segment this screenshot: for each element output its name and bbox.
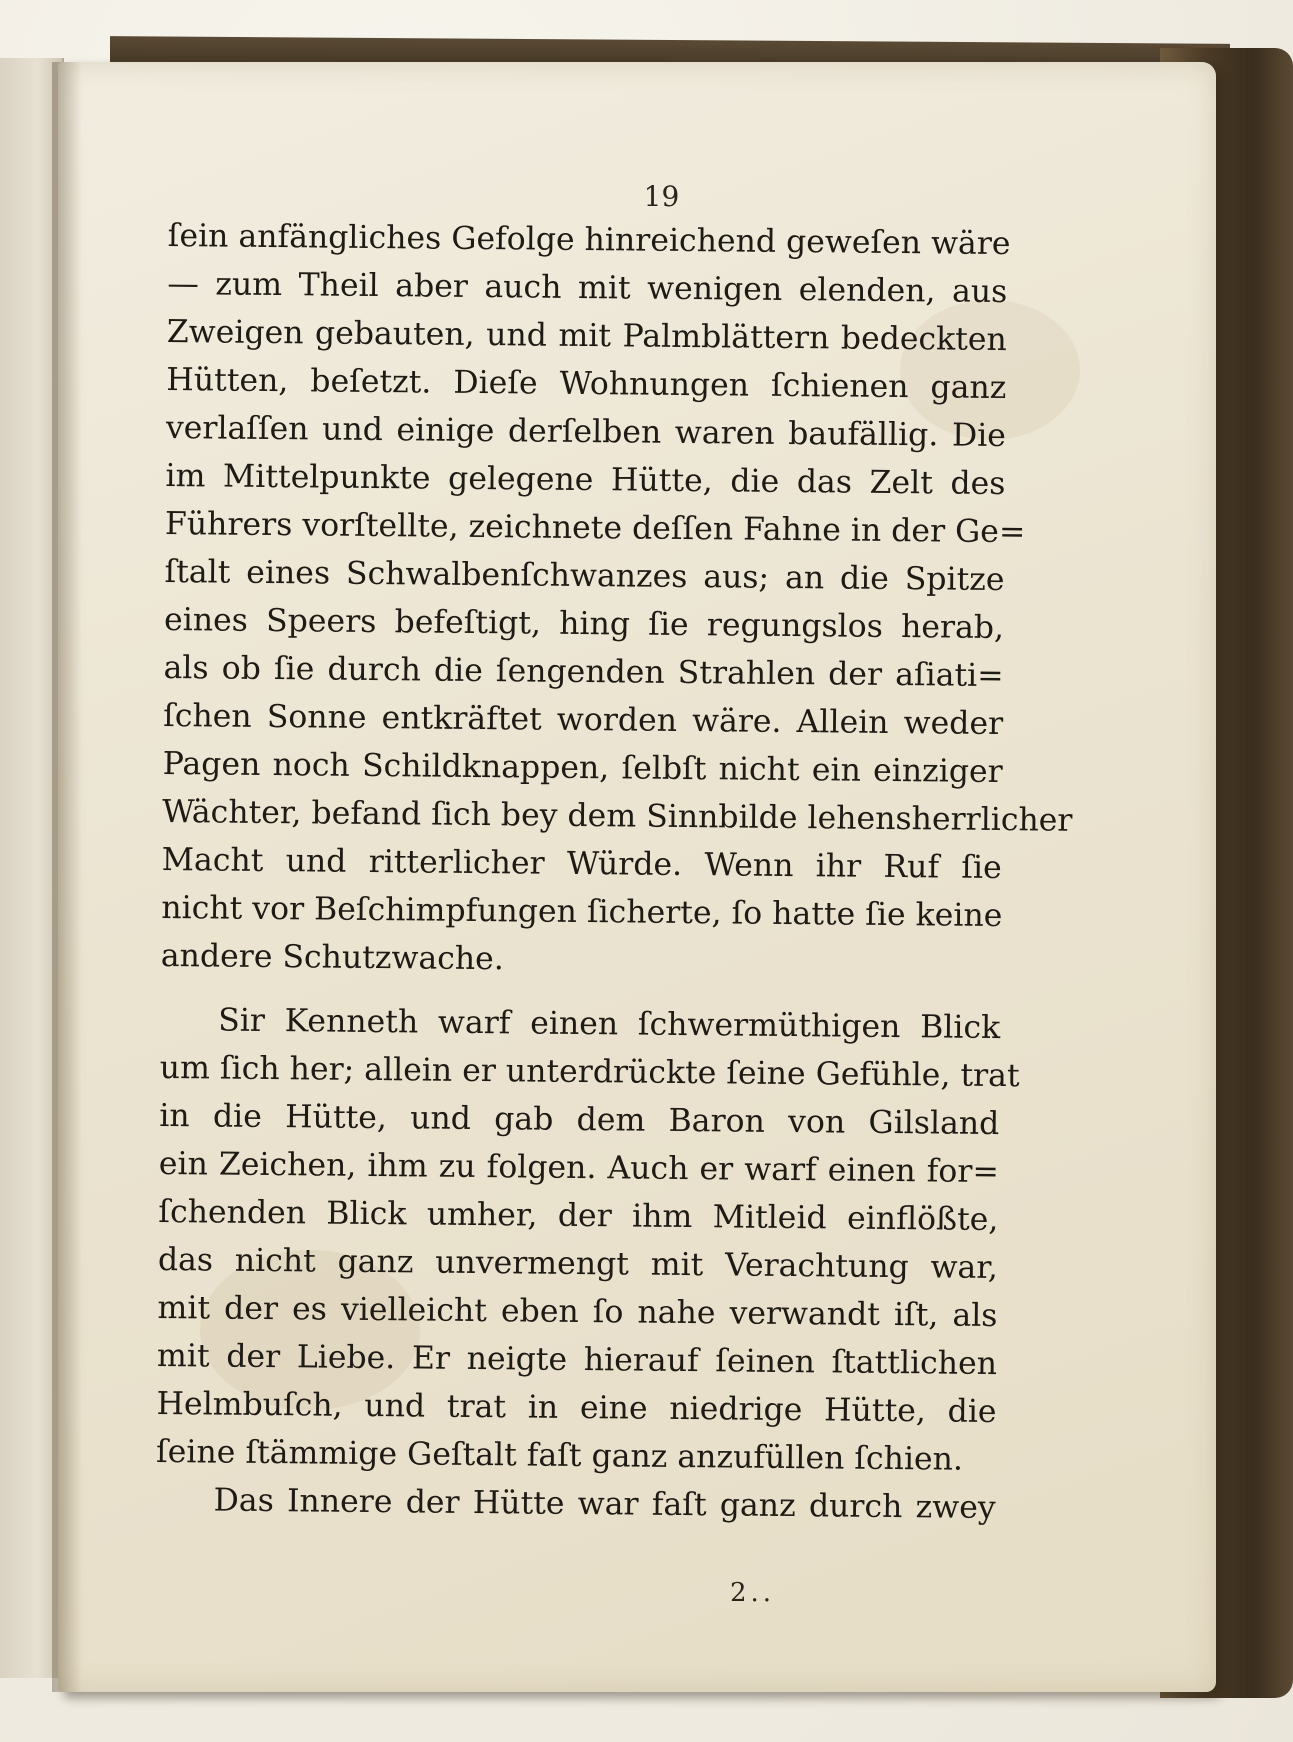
text-line: Das Innere der Hütte war faſt ganz durch zwey: [213, 1482, 996, 1527]
text-line: das nicht ganz unvermengt mit Verachtung war,: [157, 1241, 999, 1287]
gutter-shadow: [52, 62, 82, 1692]
text-line: Zweigen gebauten, und mit Palmblättern bedeckten: [166, 313, 1007, 359]
text-line: nicht vor Beſchimpfungen ſicherte, ſo hatte ſie keine: [161, 889, 1003, 935]
signature-mark: 2..: [730, 1578, 776, 1608]
text-line: ſein anfängliches Gefolge hinreichend geweſen wäre: [167, 217, 1011, 263]
body-text: [155, 212, 1073, 1532]
text-line: ſtalt eines Schwalbenſchwanzes aus; an die Spitze: [164, 553, 1005, 599]
text-line: ſeine ſtämmige Geſtalt faſt ganz anzufüllen ſchien.: [155, 1433, 964, 1478]
text-line: ſchen Sonne entkräftet worden wäre. Allein weder: [162, 697, 1004, 743]
text-line: — zum Theil aber auch mit wenigen elenden, aus: [167, 265, 1008, 311]
text-line: ſchenden Blick umher, der ihm Mitleid einflößte,: [158, 1193, 999, 1239]
text-line: Macht und ritterlicher Würde. Wenn ihr Ruf ſie: [161, 841, 1002, 887]
text-line: Hütten, beſetzt. Dieſe Wohnungen ſchienen ganz: [166, 361, 1007, 407]
text-line: ein Zeichen, ihm zu folgen. Auch er warf einen for=: [158, 1145, 999, 1191]
text-line: eines Speers befeſtigt, hing ſie regungslos herab,: [163, 601, 1005, 647]
text-line: Führers vorſtellte, zeichnete deſſen Fahne in der Ge=: [164, 505, 1026, 551]
text-line: im Mittelpunkte gelegene Hütte, die das Zelt des: [165, 457, 1006, 503]
text-line: mit der es vielleicht eben ſo nahe verwandt iſt, als: [157, 1289, 998, 1335]
text-line: verlaſſen und einige derſelben waren baufällig. Die: [165, 409, 1007, 455]
text-line: Helmbuſch, und trat in eine niedrige Hütte, die: [156, 1385, 997, 1431]
text-line: Wächter, befand ſich bey dem Sinnbilde lehensherrlicher: [162, 793, 1073, 839]
text-line: mit der Liebe. Er neigte hierauf ſeinen ſtattlichen: [156, 1337, 998, 1383]
text-line: um ſich her; allein er unterdrückte ſeine Gefühle, trat: [159, 1049, 1020, 1095]
text-line: Pagen noch Schildknappen, ſelbſt nicht ein einziger: [162, 745, 1003, 791]
page-number: 19: [643, 180, 680, 213]
text-line: Sir Kenneth warf einen ſchwermüthigen Blick: [218, 1002, 1001, 1047]
text-line: als ob ſie durch die ſengenden Strahlen der aſiati=: [163, 649, 1004, 695]
text-line: in die Hütte, und gab dem Baron von Gilsland: [159, 1097, 1000, 1143]
text-line: andere Schutzwache.: [160, 937, 504, 978]
